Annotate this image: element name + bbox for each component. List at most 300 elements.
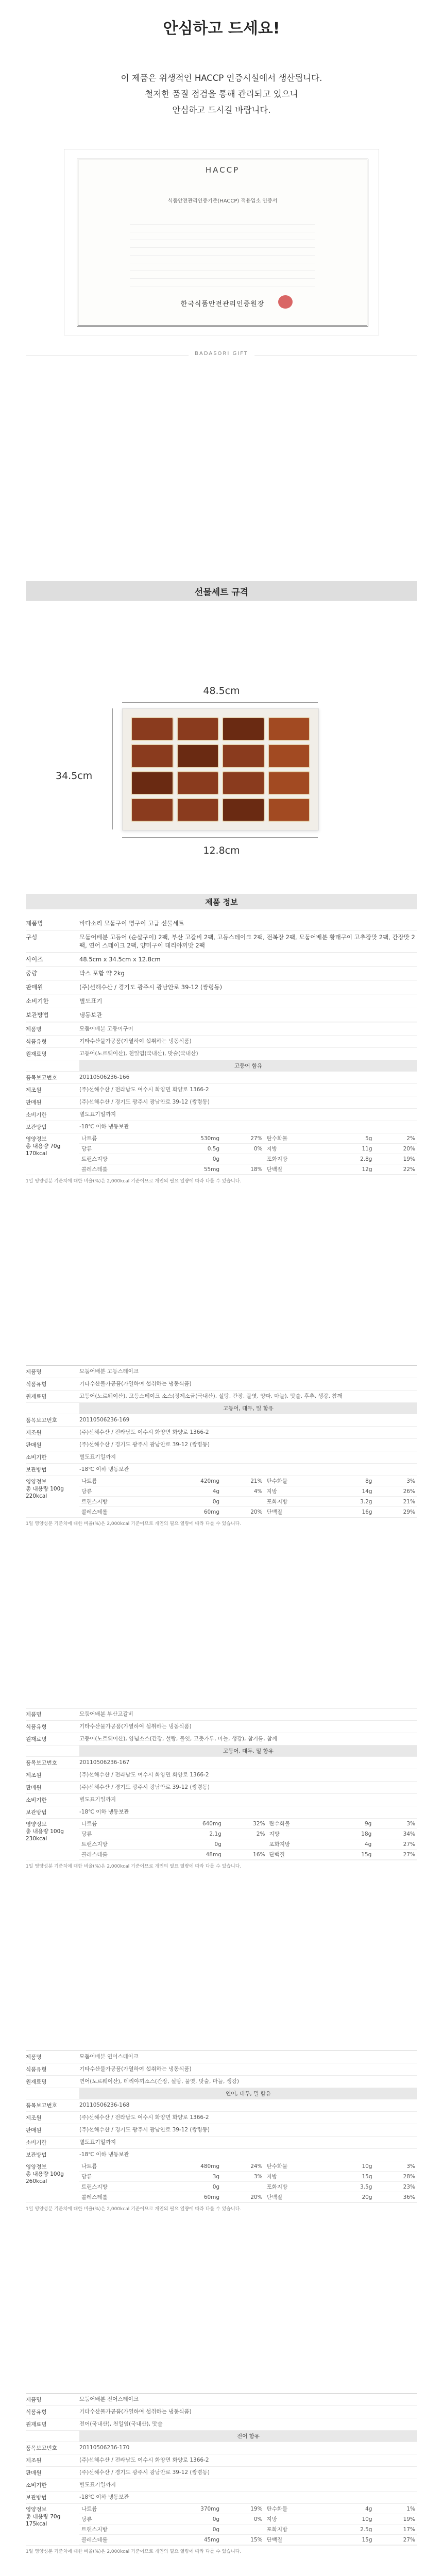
food-type-row	[26, 1721, 417, 1733]
nutrition-cell: 2.1g	[161, 1829, 224, 1839]
storage-row	[26, 1121, 417, 1133]
nutrition-row	[79, 1144, 417, 1154]
expiry-label: 소비기한	[26, 1454, 47, 1461]
product-info-title: 제품 정보	[26, 894, 417, 909]
nutrition-cell: 27%	[373, 1850, 417, 1860]
ingredients-label: 원재료명	[26, 2421, 47, 2428]
expiry-row	[26, 2137, 417, 2149]
summary-value: 바다소리 모둠구이 명구이 고급 선물세트	[79, 920, 184, 927]
nutrition-row	[79, 2182, 417, 2192]
nutrition-block	[26, 1133, 417, 1175]
nutrition-cell	[222, 1497, 264, 1507]
manufacturer-label: 제조원	[26, 1772, 42, 1778]
manufacturer-value: (주)선해수산 / 전라남도 여수시 화양면 화양로 1366-2	[79, 2114, 209, 2121]
nutrition-cell: 탄수화물	[265, 1133, 331, 1144]
nutrition-cell: 0g	[160, 2182, 222, 2192]
nutrition-footnote: 1일 영양성분 기준치에 대한 비율(%)은 2,000kcal 기준이므로 개인의 필요 열량에 따라 다를 수 있습니다.	[26, 2207, 242, 2212]
nutrition-cell: 2%	[224, 1829, 267, 1839]
nutrition-cell: 당류	[79, 1486, 160, 1497]
net-weight: 총 내용량 70g 175kcal	[26, 2514, 61, 2527]
report-number-label: 품목보고번호	[26, 2103, 57, 2109]
manufacturer-value: (주)선해수산 / 전라남도 여수시 화양면 화양로 1366-2	[79, 1087, 209, 1093]
nutrition-cell: 0g	[160, 2524, 222, 2535]
nutrition-cell: 포화지방	[265, 2524, 331, 2535]
summary-table	[26, 917, 417, 1022]
nutrition-cell: 포화지방	[265, 1154, 331, 1164]
expiry-value: 별도표기일까지	[79, 2139, 116, 2145]
seller-label: 판매원	[26, 1442, 42, 1448]
storage-row	[26, 1464, 417, 1476]
summary-key: 구성	[26, 934, 38, 941]
nutrition-cell: 26%	[374, 1486, 417, 1497]
allergen-note: 고등어, 대두, 밀 함유	[79, 1745, 417, 1756]
food-type-value: 기타수산물가공품(가열하여 섭취하는 냉동식품)	[79, 1381, 192, 1387]
nutrition-cell: 16g	[331, 1507, 374, 1517]
storage-row	[26, 2492, 417, 2504]
nutrition-cell: 530mg	[160, 1133, 222, 1144]
nutrition-cell: 19%	[374, 2514, 417, 2524]
summary-key: 소비기한	[26, 997, 49, 1005]
report-number-value: 20110506236-167	[79, 1759, 130, 1766]
expiry-label: 소비기한	[26, 1797, 47, 1803]
summary-value: (주)선해수산 / 경기도 광주시 광남안로 39-12 (쌍령동)	[79, 984, 223, 991]
expiry-row	[26, 1794, 417, 1806]
nutrition-cell: 탄수화물	[267, 1819, 335, 1829]
nutrition-cell: 콜레스테롤	[79, 2535, 160, 2545]
allergen-note: 전어 함유	[79, 2431, 417, 2442]
nutrition-cell: 0%	[222, 1144, 264, 1154]
expiry-label: 소비기한	[26, 2140, 47, 2146]
nutrition-cell: 3%	[374, 2161, 417, 2172]
intro-line: 이 제품은 위생적인 HACCP 인증시설에서 생산됩니다.	[121, 73, 322, 83]
product-name-row	[26, 1708, 417, 1721]
report-number-value: 20110506236-168	[79, 2102, 130, 2108]
nutrition-row	[79, 1476, 417, 1486]
allergen-row	[26, 2088, 417, 2099]
expiry-label: 소비기한	[26, 1112, 47, 1118]
summary-row	[26, 917, 417, 930]
storage-value: -18℃ 이하 냉동보관	[79, 1809, 129, 1815]
net-weight: 총 내용량 100g 220kcal	[26, 1486, 64, 1499]
nutrition-cell: 32%	[224, 1819, 267, 1829]
summary-row	[26, 953, 417, 967]
product-name-label: 제품명	[26, 2397, 42, 2403]
nutrition-cell: 15g	[335, 1850, 374, 1860]
seller-label: 판매원	[26, 2470, 42, 2476]
nutrition-cell: 5g	[331, 1133, 374, 1144]
summary-value: 모둠어배분 고등어 (순살구이) 2팩, 부산 고갈비 2팩, 고등스테이크 2팩, 전복장 2팩, 모둠어배분 황태구이 고추장맛 2팩, 간장맛 2팩, 연어 스테이크 2팩, 양미구이 데리야끼맛 2팩	[79, 934, 415, 949]
product-name-row	[26, 1366, 417, 1378]
allergen-row	[26, 1745, 417, 1757]
nutrition-cell: 27%	[222, 1133, 264, 1144]
nutrition-table	[79, 1133, 417, 1175]
nutrition-cell: 11g	[331, 1144, 374, 1154]
product-name-row	[26, 2394, 417, 2406]
manufacturer-row	[26, 1427, 417, 1439]
seller-row	[26, 1782, 417, 1794]
gift-spec-section	[0, 580, 443, 894]
product-name-value: 모둠어배분 전어스테이크	[79, 2396, 139, 2402]
nutrition-row	[79, 1164, 417, 1175]
summary-row	[26, 967, 417, 980]
food-type-row	[26, 1036, 417, 1048]
allergen-note: 고등어 함유	[79, 1060, 417, 1071]
height-dimension: 34.5cm	[56, 770, 93, 782]
report-number-row	[26, 1757, 417, 1769]
manufacturer-value: (주)선해수산 / 전라남도 여수시 화양면 화양로 1366-2	[79, 1772, 209, 1778]
nutrition-cell: 트랜스지방	[79, 2524, 160, 2535]
summary-key: 제품명	[26, 920, 43, 927]
nutrition-cell: 34%	[373, 1829, 417, 1839]
brand-tag: BADASORI GIFT	[189, 351, 254, 357]
food-type-label: 식품유형	[26, 1724, 47, 1730]
nutrition-cell: 20%	[374, 1144, 417, 1154]
food-type-row	[26, 2406, 417, 2418]
nutrition-cell	[222, 1154, 264, 1164]
seller-row	[26, 1439, 417, 1451]
nutrition-cell: 탄수화물	[265, 2504, 331, 2514]
nutrition-cell: 14g	[331, 1486, 374, 1497]
nutrition-cell	[224, 1839, 267, 1850]
nutrition-block	[26, 2504, 417, 2546]
nutrition-cell: 4g	[335, 1839, 374, 1850]
storage-value: -18℃ 이하 냉동보관	[79, 1124, 129, 1130]
report-number-value: 20110506236-169	[79, 1417, 130, 1423]
nutrition-cell: 지방	[265, 1486, 331, 1497]
seller-value: (주)선해수산 / 경기도 광주시 광남안로 39-12 (쌍령동)	[79, 1442, 210, 1448]
nutrition-row	[79, 1839, 417, 1850]
expiry-value: 별도표기일까지	[79, 2482, 116, 2488]
report-number-row	[26, 2099, 417, 2112]
summary-row	[26, 980, 417, 994]
nutrition-label	[26, 1476, 79, 1517]
nutrition-cell	[222, 2182, 264, 2192]
nutrition-cell: 36%	[374, 2192, 417, 2202]
certificate-frame	[77, 159, 368, 327]
haccp-intro	[0, 0, 443, 577]
product-name-row	[26, 2051, 417, 2063]
nutrition-row	[79, 1486, 417, 1497]
nutrition-cell: 24%	[222, 2161, 264, 2172]
nutrition-table	[79, 2504, 417, 2545]
food-type-value: 기타수산물가공품(가열하여 섭취하는 냉동식품)	[79, 1038, 192, 1044]
nutrition-cell: 0g	[160, 2514, 222, 2524]
nutrition-cell: 당류	[79, 2514, 160, 2524]
brand-divider	[0, 346, 443, 366]
nutrition-cell: 단백질	[265, 1164, 331, 1175]
manufacturer-row	[26, 2112, 417, 2124]
product-name-label: 제품명	[26, 2054, 42, 2060]
ingredients-row	[26, 2076, 417, 2088]
manufacturer-row	[26, 2454, 417, 2467]
nutrition-cell: 27%	[373, 1839, 417, 1850]
nutrition-cell: 15g	[331, 2172, 374, 2182]
nutrition-cell: 19%	[222, 2504, 264, 2514]
manufacturer-row	[26, 1769, 417, 1782]
nutrition-cell: 지방	[265, 2172, 331, 2182]
expiry-value: 별도표기일까지	[79, 1797, 116, 1803]
report-number-label: 품목보고번호	[26, 1075, 57, 1081]
summary-row	[26, 1008, 417, 1022]
nutrition-cell: 4g	[331, 2504, 374, 2514]
report-number-label: 품목보고번호	[26, 2445, 57, 2451]
summary-row	[26, 930, 417, 953]
seller-value: (주)선해수산 / 경기도 광주시 광남안로 39-12 (쌍령동)	[79, 2127, 210, 2133]
report-number-value: 20110506236-166	[79, 1074, 130, 1080]
nutrition-cell: 8g	[331, 1476, 374, 1486]
nutrition-table	[79, 2161, 417, 2202]
intro-text	[0, 70, 443, 118]
nutrition-row	[79, 2524, 417, 2535]
ingredients-row	[26, 1733, 417, 1745]
nutrition-row	[79, 2161, 417, 2172]
nutrition-cell: 콜레스테롤	[79, 1850, 161, 1860]
nutrition-cell: 28%	[374, 2172, 417, 2182]
width-dimension: 48.5cm	[203, 685, 240, 697]
nutrition-cell: 트랜스지방	[79, 1839, 161, 1850]
nutrition-cell: 단백질	[265, 1507, 331, 1517]
nutrition-cell: 트랜스지방	[79, 1497, 160, 1507]
intro-line: 철저한 품질 점검을 통해 관리되고 있으니	[145, 89, 298, 99]
summary-value: 별도표기	[79, 997, 103, 1005]
nutrition-cell: 12g	[331, 1164, 374, 1175]
certificate-issuer: 한국식품안전관리인증원장	[180, 300, 265, 308]
nutrition-cell: 단백질	[265, 2535, 331, 2545]
manufacturer-label: 제조원	[26, 1430, 42, 1436]
expiry-value: 별도표기일까지	[79, 1454, 116, 1460]
summary-value: 박스 포함 약 2kg	[79, 970, 125, 977]
nutrition-cell: 23%	[374, 2182, 417, 2192]
seller-row	[26, 2124, 417, 2137]
nutrition-row	[79, 1829, 417, 1839]
manufacturer-value: (주)선해수산 / 전라남도 여수시 화양면 화양로 1366-2	[79, 2457, 209, 2463]
nutrition-cell: 1%	[374, 2504, 417, 2514]
ingredients-value: 연어(노르웨이산), 데리야끼소스(간장, 설탕, 물엿, 맛술, 마늘, 생강)	[79, 2078, 240, 2084]
nutrition-cell: 당류	[79, 1829, 161, 1839]
ingredients-row	[26, 2418, 417, 2431]
nutrition-row	[79, 2172, 417, 2182]
nutrition-cell: 480mg	[160, 2161, 222, 2172]
food-type-value: 기타수산물가공품(가열하여 섭취하는 냉동식품)	[79, 2066, 192, 2072]
nutrition-cell: 20g	[331, 2192, 374, 2202]
expiry-value: 별도표기일까지	[79, 1111, 116, 1117]
nutrition-table	[79, 1819, 417, 1860]
nutrition-cell: 4%	[222, 1486, 264, 1497]
ingredients-label: 원재료명	[26, 1051, 47, 1057]
seller-value: (주)선해수산 / 경기도 광주시 광남안로 39-12 (쌍령동)	[79, 1099, 210, 1105]
nutrition-cell: 탄수화물	[265, 1476, 331, 1486]
nutrition-cell: 0.5g	[160, 1144, 222, 1154]
ingredients-label: 원재료명	[26, 1736, 47, 1742]
net-weight: 총 내용량 100g 230kcal	[26, 1828, 64, 1842]
nutrition-cell: 420mg	[160, 1476, 222, 1486]
nutrition-cell: 포화지방	[265, 1497, 331, 1507]
nutrition-cell: 3.5g	[331, 2182, 374, 2192]
product-name-row	[26, 1023, 417, 1036]
product-item	[26, 1365, 417, 1529]
summary-key: 보관방법	[26, 1011, 49, 1019]
certificate-title: HACCP	[205, 165, 240, 175]
ingredients-value: 고등어(노르웨이산), 천일염(국내산), 맛술(국내산)	[79, 1050, 198, 1057]
storage-row	[26, 2149, 417, 2161]
food-type-value: 기타수산물가공품(가열하여 섭취하는 냉동식품)	[79, 2409, 192, 2415]
nutrition-cell: 48mg	[161, 1850, 224, 1860]
storage-value: -18℃ 이하 냉동보관	[79, 2151, 129, 2158]
nutrition-title: 영양정보	[26, 2506, 47, 2513]
food-type-row	[26, 2063, 417, 2076]
product-name-label: 제품명	[26, 1026, 42, 1032]
manufacturer-value: (주)선해수산 / 전라남도 여수시 화양면 화양로 1366-2	[79, 1429, 209, 1435]
nutrition-cell	[222, 2524, 264, 2535]
nutrition-title: 영양정보	[26, 2164, 47, 2170]
nutrition-table	[79, 1476, 417, 1517]
storage-value: -18℃ 이하 냉동보관	[79, 2494, 129, 2500]
food-type-value: 기타수산물가공품(가열하여 섭취하는 냉동식품)	[79, 1723, 192, 1730]
allergen-note: 연어, 대두, 밀 함유	[79, 2088, 417, 2099]
nutrition-cell: 3%	[373, 1819, 417, 1829]
nutrition-label	[26, 1133, 79, 1175]
nutrition-cell: 18g	[335, 1829, 374, 1839]
manufacturer-row	[26, 1084, 417, 1096]
allergen-row	[26, 2431, 417, 2442]
storage-label: 보관방법	[26, 2495, 47, 2501]
seller-value: (주)선해수산 / 경기도 광주시 광남안로 39-12 (쌍령동)	[79, 1784, 210, 1790]
allergen-row	[26, 1060, 417, 1072]
expiry-row	[26, 1451, 417, 1464]
nutrition-cell: 18%	[222, 1164, 264, 1175]
nutrition-cell: 트랜스지방	[79, 1154, 160, 1164]
nutrition-footnote: 1일 영양성분 기준치에 대한 비율(%)은 2,000kcal 기준이므로 개인의 필요 열량에 따라 다를 수 있습니다.	[26, 2549, 242, 2554]
summary-row	[26, 994, 417, 1008]
nutrition-cell: 21%	[374, 1497, 417, 1507]
nutrition-cell: 탄수화물	[265, 2161, 331, 2172]
nutrition-cell: 22%	[374, 1164, 417, 1175]
official-seal-icon	[278, 295, 293, 309]
product-name-value: 모둠어배분 고등어구이	[79, 1026, 133, 1032]
storage-row	[26, 1806, 417, 1819]
nutrition-title: 영양정보	[26, 1479, 47, 1485]
product-name-label: 제품명	[26, 1711, 42, 1718]
nutrition-cell: 나트륨	[79, 2504, 160, 2514]
seller-label: 판매원	[26, 1099, 42, 1106]
gift-box-image	[122, 708, 319, 831]
summary-key: 중량	[26, 970, 38, 977]
storage-label: 보관방법	[26, 2152, 47, 2158]
nutrition-block	[26, 2161, 417, 2203]
nutrition-cell: 2.5g	[331, 2524, 374, 2535]
nutrition-cell: 20%	[222, 2192, 264, 2202]
gift-spec-title: 선물세트 규격	[26, 581, 417, 601]
nutrition-row	[79, 1133, 417, 1144]
nutrition-cell: 16%	[224, 1850, 267, 1860]
nutrition-cell: 단백질	[267, 1850, 335, 1860]
expiry-label: 소비기한	[26, 2482, 47, 2488]
manufacturer-label: 제조원	[26, 2115, 42, 2121]
report-number-value: 20110506236-170	[79, 2445, 130, 2451]
nutrition-cell: 지방	[267, 1829, 335, 1839]
nutrition-label	[26, 2161, 79, 2202]
nutrition-cell: 2%	[374, 1133, 417, 1144]
nutrition-cell: 15g	[331, 2535, 374, 2545]
report-number-label: 품목보고번호	[26, 1760, 57, 1766]
nutrition-footnote: 1일 영양성분 기준치에 대한 비율(%)은 2,000kcal 기준이므로 개인의 필요 열량에 따라 다를 수 있습니다.	[26, 1521, 242, 1527]
nutrition-cell: 9g	[335, 1819, 374, 1829]
intro-title: 안심하고 드세요!	[163, 20, 280, 38]
nutrition-title: 영양정보	[26, 1821, 47, 1827]
nutrition-label	[26, 2504, 79, 2545]
nutrition-row	[79, 1507, 417, 1517]
seller-row	[26, 1096, 417, 1109]
nutrition-cell: 10g	[331, 2161, 374, 2172]
nutrition-cell: 60mg	[160, 1507, 222, 1517]
nutrition-cell: 640mg	[161, 1819, 224, 1829]
nutrition-cell: 4g	[160, 1486, 222, 1497]
ingredients-row	[26, 1048, 417, 1060]
nutrition-cell: 0g	[160, 1154, 222, 1164]
nutrition-row	[79, 1819, 417, 1829]
nutrition-cell: 29%	[374, 1507, 417, 1517]
nutrition-cell: 나트륨	[79, 2161, 160, 2172]
seller-label: 판매원	[26, 1785, 42, 1791]
nutrition-cell: 나트륨	[79, 1819, 161, 1829]
manufacturer-label: 제조원	[26, 2458, 42, 2464]
product-item	[26, 2050, 417, 2214]
product-name-value: 모둠어배분 연어스테이크	[79, 2054, 139, 2060]
food-type-row	[26, 1378, 417, 1391]
storage-value: -18℃ 이하 냉동보관	[79, 1466, 129, 1472]
nutrition-cell: 단백질	[265, 2192, 331, 2202]
ingredients-row	[26, 1391, 417, 1403]
summary-value: 냉동보관	[79, 1011, 103, 1019]
nutrition-footnote: 1일 영양성분 기준치에 대한 비율(%)은 2,000kcal 기준이므로 개인의 필요 열량에 따라 다를 수 있습니다.	[26, 1864, 242, 1869]
storage-label: 보관방법	[26, 1124, 47, 1130]
manufacturer-label: 제조원	[26, 1087, 42, 1093]
nutrition-cell: 콜레스테롤	[79, 2192, 160, 2202]
nutrition-row	[79, 2535, 417, 2545]
nutrition-cell: 콜레스테롤	[79, 1507, 160, 1517]
nutrition-cell: 45mg	[160, 2535, 222, 2545]
nutrition-cell: 3%	[374, 1476, 417, 1486]
nutrition-label	[26, 1819, 79, 1860]
certificate-rows	[130, 217, 315, 286]
nutrition-title: 영양정보	[26, 1136, 47, 1142]
net-weight: 총 내용량 100g 260kcal	[26, 2171, 64, 2184]
summary-key: 판매원	[26, 984, 43, 991]
report-number-row	[26, 2442, 417, 2454]
nutrition-cell: 370mg	[160, 2504, 222, 2514]
ingredients-value: 전어(국내산), 천일염(국내산), 맛술	[79, 2421, 163, 2427]
nutrition-cell: 콜레스테롤	[79, 1164, 160, 1175]
nutrition-cell: 10g	[331, 2514, 374, 2524]
nutrition-cell: 19%	[374, 1154, 417, 1164]
nutrition-row	[79, 2514, 417, 2524]
nutrition-cell: 당류	[79, 1144, 160, 1154]
nutrition-block	[26, 1476, 417, 1518]
expiry-row	[26, 1109, 417, 1121]
nutrition-cell: 3g	[160, 2172, 222, 2182]
allergen-note: 고등어, 대두, 밀 함유	[79, 1403, 417, 1414]
nutrition-cell: 나트륨	[79, 1476, 160, 1486]
nutrition-cell: 0%	[222, 2514, 264, 2524]
report-number-row	[26, 1414, 417, 1427]
nutrition-cell: 21%	[222, 1476, 264, 1486]
nutrition-row	[79, 1154, 417, 1164]
storage-label: 보관방법	[26, 1809, 47, 1816]
nutrition-cell: 0g	[160, 1497, 222, 1507]
product-name-value: 모둠어배분 고등스테이크	[79, 1368, 139, 1375]
storage-label: 보관방법	[26, 1467, 47, 1473]
nutrition-row	[79, 1497, 417, 1507]
